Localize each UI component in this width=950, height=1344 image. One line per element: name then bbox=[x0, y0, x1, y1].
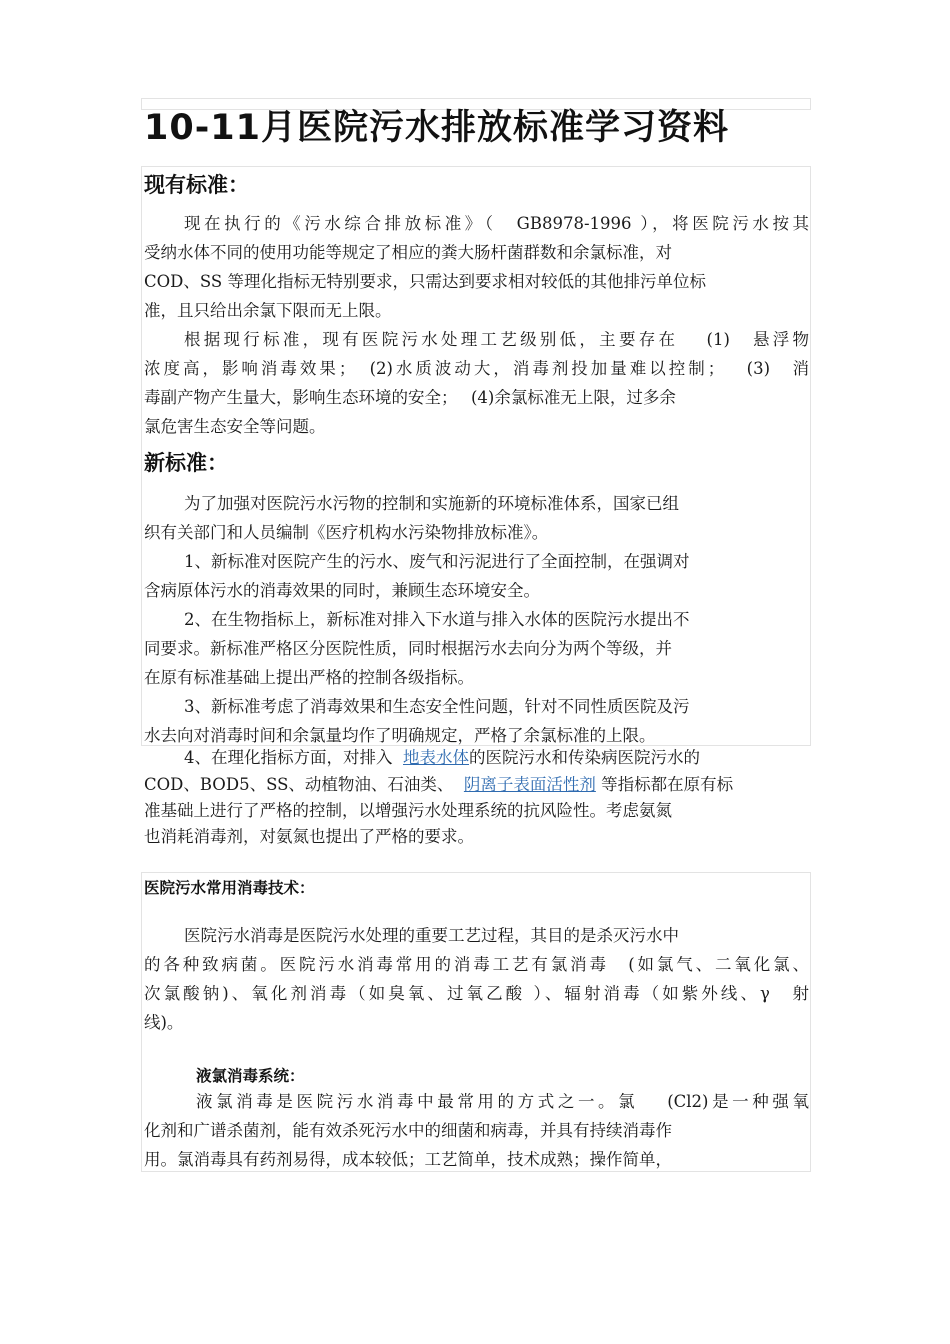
text-line: 液氯消毒是医院污水消毒中最常用的方式之一。氯 (Cl2)是一种强氧 bbox=[196, 1092, 809, 1111]
text-line: 也消耗消毒剂，对氨氮也提出了严格的要求。 bbox=[144, 827, 474, 846]
text-line: COD、SS 等理化指标无特别要求，只需达到要求相对较低的其他排污单位标 bbox=[144, 272, 706, 291]
anionic-surfactant-link[interactable]: 阴离子表面活性剂 bbox=[463, 775, 596, 794]
new-standard-heading: 新标准： bbox=[144, 451, 228, 475]
text-run: COD、BOD5、SS、动植物油、石油类、 bbox=[144, 775, 454, 794]
text-line: 准基础上进行了严格的控制，以增强污水处理系统的抗风险性。考虑氨氮 bbox=[144, 801, 672, 820]
existing-standard-paragraph-1 bbox=[144, 209, 809, 325]
text-line: 在原有标准基础上提出严格的控制各级指标。 bbox=[144, 668, 474, 687]
disinfection-paragraph-2 bbox=[144, 1087, 809, 1174]
text-run: 4、在理化指标方面，对排入 bbox=[184, 748, 393, 767]
existing-standard-heading: 现有标准： bbox=[144, 173, 249, 197]
disinfection-paragraph-1 bbox=[144, 921, 809, 1037]
surface-water-link[interactable]: 地表水体 bbox=[403, 748, 469, 767]
text-line bbox=[144, 744, 809, 771]
new-standard-paragraph-5 bbox=[144, 744, 809, 850]
text-line: 同要求。新标准严格区分医院性质，同时根据污水去向分为两个等级，并 bbox=[144, 639, 672, 658]
text-line: 毒副产物产生量大，影响生态环境的安全； (4)余氯标准无上限，过多余 bbox=[144, 388, 676, 407]
text-line: 氯危害生态安全等问题。 bbox=[144, 417, 326, 436]
text-line: 准，且只给出余氯下限而无上限。 bbox=[144, 301, 392, 320]
text-line: 2、在生物指标上，新标准对排入下水道与排入水体的医院污水提出不 bbox=[184, 610, 690, 629]
text-run: 等指标都在原有标 bbox=[601, 775, 734, 794]
text-line: 1、新标准对医院产生的污水、废气和污泥进行了全面控制，在强调对 bbox=[184, 552, 690, 571]
text-line: 的各种致病菌。医院污水消毒常用的消毒工艺有氯消毒 (如氯气、二氧化氯、 bbox=[144, 955, 809, 974]
text-run: 的医院污水和传染病医院污水的 bbox=[469, 748, 700, 767]
text-line: 现在执行的《污水综合排放标准》（ GB8978-1996 ），将医院污水按其 bbox=[184, 214, 809, 233]
text-line: 受纳水体不同的使用功能等规定了相应的粪大肠杆菌群数和余氯标准，对 bbox=[144, 243, 672, 262]
text-line: 用。氯消毒具有药剂易得，成本较低；工艺简单，技术成熟；操作简单， bbox=[144, 1150, 672, 1169]
document-title: 10-11月医院污水排放标准学习资料 bbox=[144, 108, 729, 148]
new-standard-paragraph-2 bbox=[144, 547, 809, 605]
text-line: 次氯酸钠)、氧化剂消毒（如臭氧、过氧乙酸 ）、辐射消毒（如紫外线、γ 射 bbox=[144, 984, 809, 1003]
text-line: 3、新标准考虑了消毒效果和生态安全性问题，针对不同性质医院及污 bbox=[184, 697, 690, 716]
new-standard-paragraph-4 bbox=[144, 692, 809, 750]
disinfection-heading: 医院污水常用消毒技术： bbox=[144, 879, 315, 897]
liquid-chlorine-heading: 液氯消毒系统： bbox=[196, 1067, 305, 1085]
new-standard-paragraph-3 bbox=[144, 605, 809, 692]
text-line: 医院污水消毒是医院污水处理的重要工艺过程，其目的是杀灭污水中 bbox=[184, 926, 679, 945]
text-line: 含病原体污水的消毒效果的同时，兼顾生态环境安全。 bbox=[144, 581, 540, 600]
text-line: 水去向对消毒时间和余氯量均作了明确规定，严格了余氯标准的上限。 bbox=[144, 726, 656, 745]
text-line: 为了加强对医院污水污物的控制和实施新的环境标准体系，国家已组 bbox=[184, 494, 679, 513]
text-line: 织有关部门和人员编制《医疗机构水污染物排放标准》。 bbox=[144, 523, 549, 542]
new-standard-paragraph-1 bbox=[144, 489, 809, 547]
existing-standard-paragraph-2 bbox=[144, 325, 809, 441]
text-line: 化剂和广谱杀菌剂，能有效杀死污水中的细菌和病毒，并具有持续消毒作 bbox=[144, 1121, 672, 1140]
text-line: 线)。 bbox=[144, 1013, 184, 1032]
text-line: 根据现行标准，现有医院污水处理工艺级别低，主要存在 (1) 悬浮物 bbox=[184, 330, 809, 349]
text-line bbox=[144, 771, 809, 798]
text-line: 浓度高，影响消毒效果； (2)水质波动大，消毒剂投加量难以控制； (3) 消 bbox=[144, 359, 809, 378]
